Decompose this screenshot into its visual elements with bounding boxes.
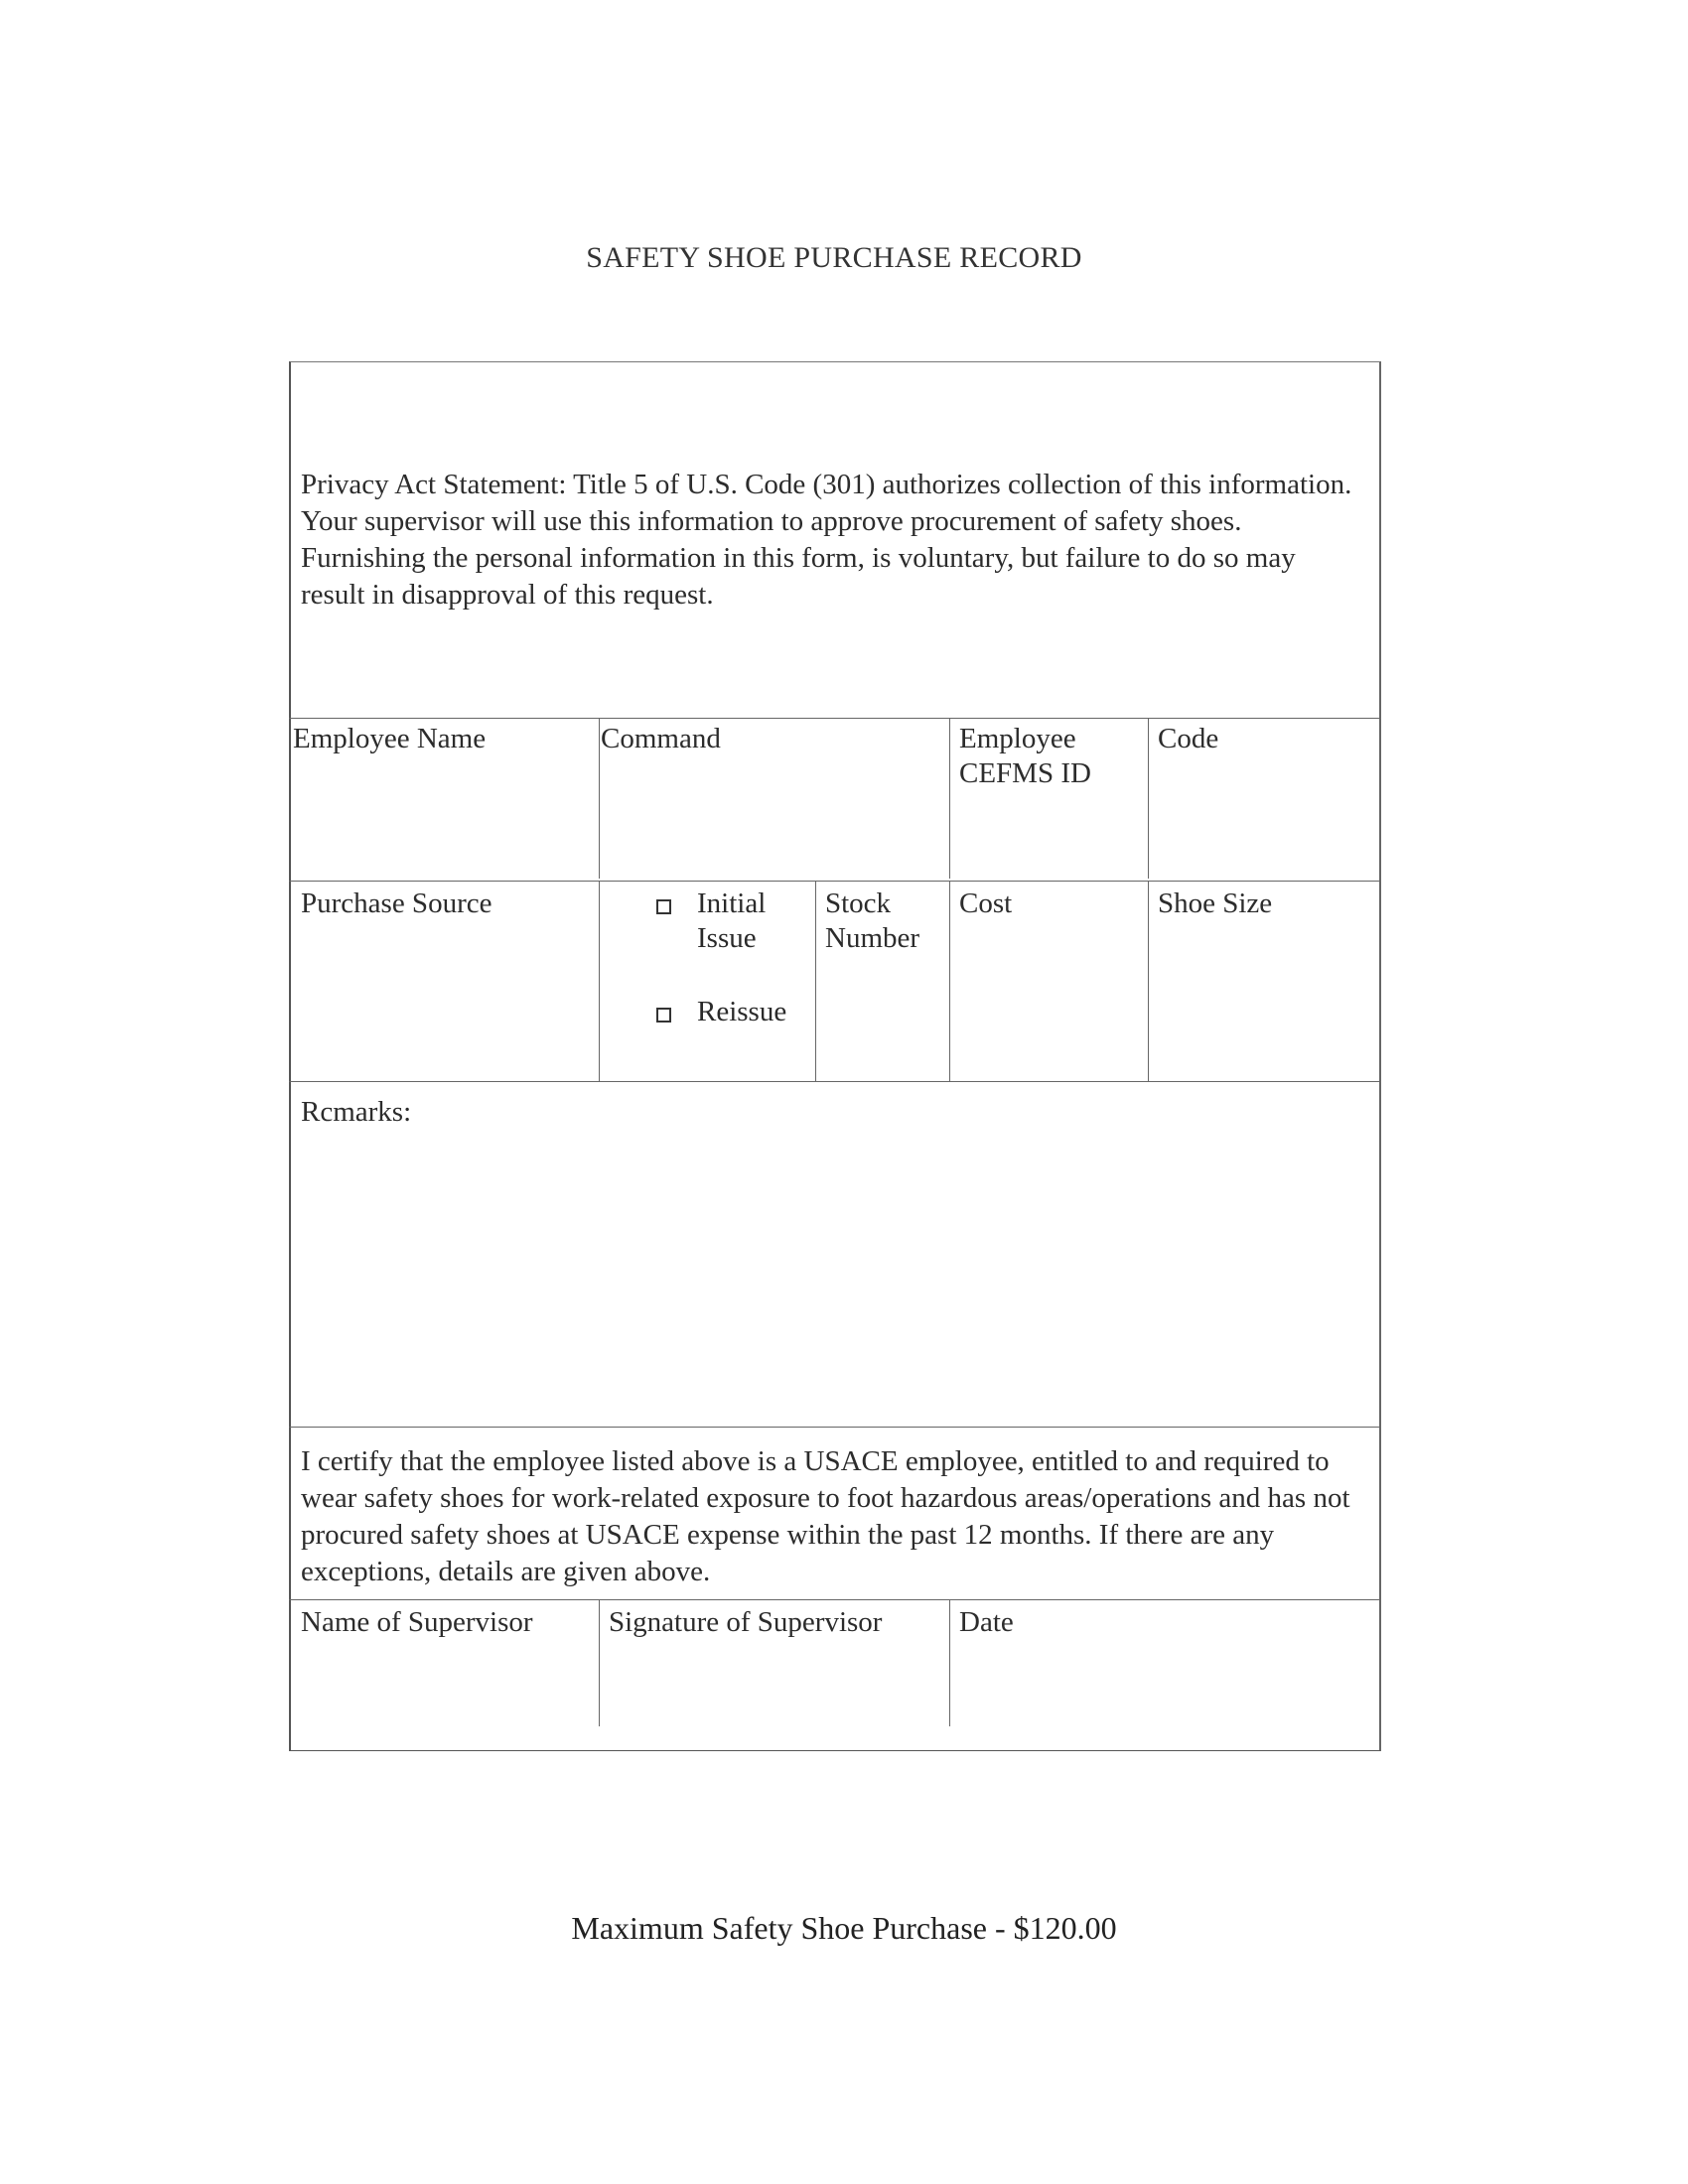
row2-divider-3 — [949, 881, 950, 1081]
row2-divider-4 — [1148, 881, 1149, 1081]
row2-top-border — [289, 881, 1381, 882]
employee-name-field[interactable] — [293, 722, 591, 871]
cost-field[interactable] — [959, 887, 1143, 1075]
reissue-option[interactable] — [656, 995, 786, 1029]
remarks-label: Rcmarks: — [301, 1096, 412, 1128]
employee-id-label-line1: Employee — [959, 723, 1076, 754]
purchase-source-label: Purchase Source — [301, 887, 492, 919]
row3-divider-1 — [599, 1599, 600, 1726]
code-label: Code — [1158, 723, 1219, 754]
certification-statement: I certify that the employee listed above is a USACE employee, entitled to and required to wear safety shoes for work-related exposure to foot hazardous areas/operations and has not procured safety shoes at USACE expense within the past 12 months. If there are any exceptions, details are given above. — [301, 1445, 1350, 1587]
row2-divider-2 — [815, 881, 816, 1081]
remarks-top-border — [289, 1081, 1381, 1082]
purchase-source-field[interactable] — [301, 887, 594, 1075]
reissue-checkbox[interactable] — [656, 1008, 671, 1023]
stock-number-field[interactable] — [825, 887, 944, 1075]
page-title: SAFETY SHOE PURCHASE RECORD — [586, 241, 1082, 274]
maximum-purchase-note: Maximum Safety Shoe Purchase - $120.00 — [571, 1910, 1117, 1946]
row1-top-border — [289, 718, 1381, 719]
code-field[interactable] — [1158, 722, 1371, 871]
stock-number-label-line1: Stock — [825, 887, 892, 919]
stock-number-label-line2: Number — [825, 922, 920, 954]
initial-issue-option[interactable] — [656, 887, 766, 956]
reissue-label: Reissue — [697, 996, 787, 1027]
row1-divider-2 — [949, 718, 950, 879]
row1-divider-1 — [599, 718, 600, 879]
initial-issue-checkbox[interactable] — [656, 899, 671, 914]
supervisor-signature-field[interactable] — [609, 1605, 941, 1719]
employee-name-label: Employee Name — [293, 723, 487, 754]
row3-divider-2 — [949, 1599, 950, 1726]
purchase-record-form — [289, 361, 1381, 1751]
supervisor-name-field[interactable] — [301, 1605, 594, 1719]
row1-divider-3 — [1148, 718, 1149, 879]
supervisor-signature-label: Signature of Supervisor — [609, 1606, 883, 1638]
employee-cefms-id-field[interactable] — [959, 722, 1143, 871]
supervisor-name-label: Name of Supervisor — [301, 1606, 533, 1638]
privacy-statement: Privacy Act Statement: Title 5 of U.S. Code (301) authorizes collection of this information. Your supervisor will use this information to approve procurement of safety shoes. Furnishing the personal information in this form, is voluntary, but failure to do so may result in disapproval of this request. — [301, 469, 1352, 611]
date-label: Date — [959, 1606, 1014, 1638]
initial-issue-label-line1: Initial — [697, 887, 767, 919]
command-label: Command — [601, 723, 721, 754]
command-field[interactable] — [601, 722, 943, 871]
date-field[interactable] — [959, 1605, 1366, 1719]
row2-divider-1 — [599, 881, 600, 1081]
certification-top-border — [289, 1427, 1381, 1428]
shoe-size-label: Shoe Size — [1158, 887, 1273, 919]
remarks-field[interactable] — [301, 1095, 1363, 1413]
initial-issue-label-line2: Issue — [697, 922, 757, 954]
row3-top-border — [289, 1599, 1381, 1600]
employee-id-label-line2: CEFMS ID — [959, 757, 1091, 789]
shoe-size-field[interactable] — [1158, 887, 1371, 1075]
cost-label: Cost — [959, 887, 1013, 919]
